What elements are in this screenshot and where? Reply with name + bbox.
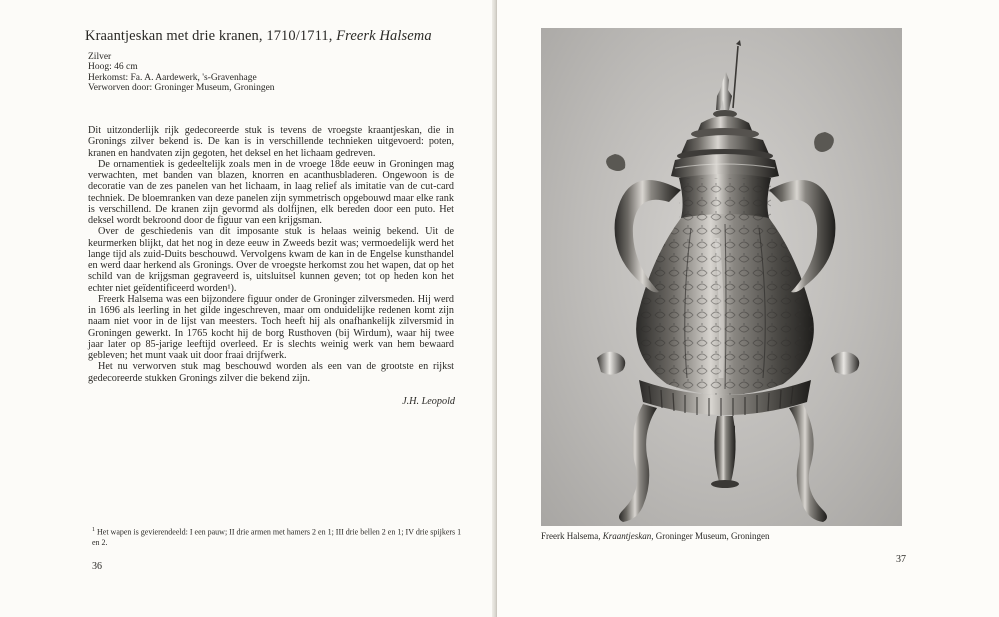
footnote-text: Het wapen is gevierendeeld: I een pauw; II drie armen met hamers 2 en 1; III drie bellen 2 en 1; IV drie spijkers 1 en 2. [92,527,462,548]
meta-height: Hoog: 46 cm [88,62,138,73]
article-body [88,125,454,384]
meta-acquired-by: Verworven door: Groninger Museum, Groningen [88,82,275,93]
object-metadata [88,52,448,93]
left-page [0,0,494,617]
paragraph: De ornamentiek is gedeeltelijk zoals men in de vroege 18de eeuw in Groningen mag verwachten, met banden van blazen, knorren en acanthusbladeren. Ongewoon is de decoratie van de zes panelen van het lichaam, in laag relief als imitatie van de cut-card techniek. De bloemranken van deze panelen zijn symmetrisch opgebouwd maar elke rank is verschillend. De kranen zijn gevormd als dolfijnen, elk bereden door een puto. Het deksel wordt bekroond door de figuur van een krijgsman. [88,158,454,226]
footnote-mark: 1 [92,527,95,533]
kraantjeskan-photo [541,28,902,526]
caption-maker: Freerk Halsema, [541,531,603,541]
footnote [92,525,462,549]
object-title [85,28,485,45]
paragraph: Dit uitzonderlijk rijk gedecoreerde stuk is tevens de vroegste kraantjeskan, die in Gronings zilver bekend is. De kan is in verschillende technieken uitgevoerd: poten, kranen en handvaten zijn gegoten, het deksel en het lichaam gedreven. [88,125,454,159]
meta-material: Zilver [88,52,112,62]
caption-title: Kraantjeskan [602,531,652,541]
page-number-left: 36 [92,561,102,572]
paragraph: Over de geschiedenis van dit imposante stuk is helaas weinig bekend. Uit de keurmerken blijkt, dat het nog in deze eeuw in Zweeds bezit was; vermoedelijk werd het lange tijd als zuid-Duits beschouwd. Vervolgens kwam de kan in de Engelse kunsthandel en werd daar herkend als Gronings. Over de vroegste herkomst zou het wapen, dat op het schild van de krijgsman gegraveerd is, uitsluitsel kunnen geven; tot op heden kon het echter niet geïdentificeerd worden¹). [88,226,454,294]
paragraph: Freerk Halsema was een bijzondere figuur onder de Groninger zilversmeden. Hij werd in 1696 als leerling in het gilde ingeschreven, maar om onduidelijke redenen komt zijn naam niet voor in de lijst van meesters. Toch heeft hij als onafhankelijk zilversmid in Groningen gewerkt. In 1765 kocht hij de borg Rusthoven (bij Wirdum), waar hij twee jaar later op 85-jarige leeftijd overleed. Er is slechts weinig werk van hem bewaard gebleven; het munt vaak uit door fraai drijfwerk. [88,293,454,361]
silver-tap-jug-illustration [541,28,902,526]
title-main: Kraantjeskan met drie kranen, 1710/1711, [85,28,337,44]
author-signature: J.H. Leopold [402,396,455,407]
title-maker: Freerk Halsema [336,28,432,44]
paragraph: Het nu verworven stuk mag beschouwd worden als een van de grootste en rijkst gedecoreerde stukken Gronings zilver die bekend zijn. [88,361,454,384]
caption-rest: , Groninger Museum, Groningen [651,531,770,541]
page-number-right: 37 [896,554,906,565]
meta-provenance: Herkomst: Fa. A. Aardewerk, 's-Gravenhage [88,72,257,83]
photo-caption [541,531,901,541]
